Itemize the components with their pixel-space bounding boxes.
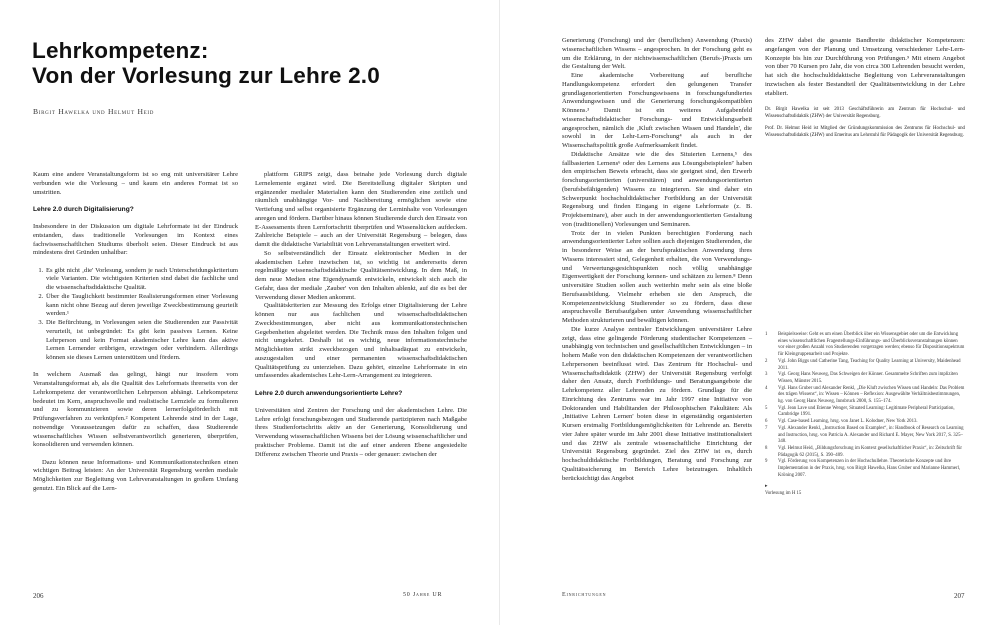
body-paragraph: Dazu können neue Informations- und Kommunikationstechniken einen wichtigen Beitrag leisten: An der Universität Regensburg werden mediale Möglichkeiten zur Begleitung von Lehrveranstaltungen in großem Umfang genutzt. Ein Blick auf die Lern- xyxy=(33,458,238,492)
footnote-number: 3 xyxy=(765,372,768,378)
left-column-2 xyxy=(255,171,467,468)
right-column-1 xyxy=(562,37,752,483)
footnote-number: 9 xyxy=(765,459,768,465)
footnote-number: 5 xyxy=(765,405,768,411)
page-number-left: 206 xyxy=(33,592,44,600)
intro-paragraph: Kaum eine andere Veranstaltungsform ist so eng mit universitärer Lehre verbunden wie die Vorlesung – und kaum ein anderes Format ist so umstritten. xyxy=(33,171,238,196)
section-heading-digitalisierung: Lehre 2.0 durch Digitalisierung? xyxy=(33,205,134,213)
running-title-left: 50 Jahre UR xyxy=(403,592,443,598)
body-paragraph: Die kurze Analyse zentraler Entwicklungen universitärer Lehre zeigt, dass eine gelingende Förderung studentischer Kompetenzen – unabhängig von technischen und gesellschaftlichen Entwicklungen – in hohem Maße von den didaktischen Kompetenzen der verantwortlichen Lehrpersonen beeinflusst wird. Das Zentrum für Hochschul- und Wissenschaftsdidaktik (ZHW) der Universität Regensburg verfolgt daher den Ansatz, durch Fortbildungs- und Beratungsangebote die Lehrkompetenz aller Lehrenden zu fördern. Grundlage für die Einrichtung des Zentrums war im Jahr 1997 eine Initiative von Doktoranden und Habilitanden der Philosophischen Fakultäten: Als ‚Initiative Lehren Lernen' boten diese in eigenständig organisierten Kursen erstmalig Fortbildungsmöglichkeiten für Lehrende an. Bereits vier Jahre später wurde im Jahr 2001 diese Initiative institutionalisiert und das ZHW als zentrale wissenschaftliche Einrichtung der Universität Regensburg gegründet. Ziel des ZHW ist es, durch hochschuldidaktische Fortbildungen, Beratung und Forschung zur Qualitätssicherung im Bereich Lehre beizutragen. Inhaltlich berücksichtigt das Angebot xyxy=(562,325,752,482)
numbered-list xyxy=(33,267,238,363)
footnote-number: 8 xyxy=(765,445,768,451)
author-bio: Dr. Birgit Hawelka ist seit 2013 Geschäftsführerin am Zentrum für Hochschul- und Wissenschaftsdidaktik (ZHW) der Universität Regensburg. xyxy=(765,106,965,119)
footnote xyxy=(765,446,965,459)
footnote xyxy=(765,372,965,385)
body-paragraph: Trotz der in vielen Punkten berechtigten Forderung nach anwendungsorientierter Lehre sollten auch diejenigen Studierenden, die in besonderer Weise an der berufspraktischen Anwendung ihres Wissens interessiert sind, Gelegenheit erhalten, die von Verwendungs- und Verwertungsgesichtspunkten noch völlig unabhängige Eigenwertigkeit der Forschung kennen- und schätzen zu lernen.⁸ Denn universitäre Studien sollen auch weiterhin mehr sein als eine bloße Berufsausbildung. Vielmehr erheben sie den Anspruch, die Kompetenzentwicklung Studierender so zu fördern, dass diese anspruchsvolle Berufsaufgaben unter Anwendung wissenschaftlicher Methoden strukturieren und bewältigen können. xyxy=(562,229,752,324)
footnote xyxy=(765,459,965,479)
photo-caption: Vorlesung im H 15 xyxy=(765,491,802,497)
footnote-text: Vgl. Förderung von Kompetenzen in der Hochschullehre. Theoretische Konzepte und ihre Implementation in der Praxis, hrsg. von Birgit Hawelka, Hans Gruber und Marianne Hammerl, Kröning 2007. xyxy=(778,459,961,478)
footnote-number: 6 xyxy=(765,419,768,425)
footnote-text: Vgl. Hans Gruber und Alexander Renkl, „Die Kluft zwischen Wissen und Handeln: Das Problem des trägen Wissens“, in: Wissen – Können – Reflexion: Ausgewählte Verhältnisbestimmungen, hg. von Georg Hans Neuweg, Innsbruck 2000, S. 155–174. xyxy=(778,385,965,405)
footnote xyxy=(765,419,965,426)
body-paragraph: Generierung (Forschung) und der (beruflichen) Anwendung (Praxis) wissenschaftlichen Wissens – angesprochen. In der Forschung geht es um die Erklärung, in der nichtwissenschaftlichen (Berufs-)Praxis um die Gestaltung der Welt. xyxy=(562,37,752,71)
body-paragraph: Insbesondere in der Diskussion um digitale Lehrformate ist der Eindruck entstanden, dass traditionelle Vorlesungen im Kontext eines fachwissenschaftlichen Studiums überholt seien. Dieser Eindruck ist aus mindestens drei Gründen unhaltbar: xyxy=(33,223,238,257)
body-paragraph: Universitäten sind Zentren der Forschung und der akademischen Lehre. Die Lehre erfolgt forschungsbezogen und Studierende partizipieren nach Maßgabe ihres Studienfortschritts aktiv an der Generierung, Konsolidierung und Verwendung wissenschaftlichen Wissens bei der Lösung wissenschaftlicher und praktischer Probleme. Damit ist die auf einer anderen Ebene angesiedelte Differenz zwischen Theorie und Praxis – oder genauer: zwischen der xyxy=(255,406,467,458)
body-paragraph: des ZHW dabei die gesamte Bandbreite didaktischer Kompetenzen: angefangen von der Planung und Umsetzung verschiedener Lehr-Lern-Konzepte bis hin zur Durchführung von Prüfungen.⁹ Mit einem Angebot von über 70 Kursen pro Jahr, die von circa 300 Lehrenden besucht werden, hat sich die hochschuldidaktische Begleitung von Lehrveranstaltungen inzwischen als fester Bestandteil der Qualitätsentwicklung in der Lehre etabliert. xyxy=(765,37,965,97)
body-paragraph: So selbstverständlich der Einsatz elektronischer Medien in der akademischen Lehre inzwischen ist, so wichtig ist andererseits deren regelmäßige wissenschaftsdidaktische Qualitätsentwicklung. In dem Maß, in dem neue Medien eine Eigendynamik entwickeln, entwickelt sich auch die Gefahr, dass der mediale ‚Zauber' von den Inhalten ablenkt, auf die es bei der Verwendung dieser Medien ankommt. xyxy=(255,249,467,301)
footnote xyxy=(765,426,965,446)
body-paragraph: In welchem Ausmaß das gelingt, hängt nur insofern vom Veranstaltungsformat ab, als die Qualität des Lehrformats ihrerseits von der Lehrkompetenz der verantwortlichen Lehrperson abhängt. Lehrkompetenz bedeutet im Kern, anspruchsvolle und realistische Lernziele zu formulieren und zu kommunizieren sowie deren lernerfolgsförderlich mit Prüfungsverfahren zu verknüpfen.² Kompetent Lehrende sind in der Lage, notwendige Voraussetzungen dafür zu schaffen, dass Studierende wissenschaftliches Wissen selbstverantwortlich generieren, überprüfen, konsolidieren und verwenden können. xyxy=(33,371,238,449)
list-item: 2. Über die Tauglichkeit bestimmter Realisierungsformen einer Vorlesung kann nicht ohne Bezug auf deren jeweilige Zweckbestimmung geurteilt werden.¹ xyxy=(45,293,238,319)
caption-arrow-icon: ▸ xyxy=(765,484,768,490)
body-paragraph: Didaktische Ansätze wie die des Situierten Lernens,⁵ des fallbasierten Lernens⁶ oder des Lernens aus Lösungsbeispielen⁷ haben den empirischen Beweis erbracht, dass sie geeignet sind, den Erwerb forschungsorientierten (universitären) und anwendungsorientierten (berufsbefähigenden) Wissens zu integrieren. Sie sind daher ein Schwerpunkt hochschuldidaktischer Fortbildung an der Universität Regensburg und finden Eingang in eigene Lehrformate (z. B. Projektseminare), aber auch in der anwendungsorientierten Gestaltung von (traditionellen) Vorlesungen und Seminaren. xyxy=(562,150,752,228)
footnotes xyxy=(765,332,965,498)
footnote-text: Vgl. Helmut Heid, „Bildungsforschung im Kontext gesellschaftlicher Praxis“, in: Zeitschrift für Pädagogik 62 (2015), S. 390–409. xyxy=(778,445,962,458)
author-bio: Prof. Dr. Helmut Heid ist Mitglied der Gründungskommission des Zentrums für Hochschul- und Wissenschaftsdidaktik (ZHW) und Emeritus am Lehrstuhl für Pädagogik der Universität Regensburg. xyxy=(765,126,965,139)
left-column-1 xyxy=(33,171,238,494)
authors-byline: Birgit Hawelka und Helmut Heid xyxy=(33,107,155,116)
footnote-text: Beispielsweise: Geht es um einen Überblick über ein Wissensgebiet oder um die Entwicklung eines wissenschaftlichen Fragestellungs-Einführungs- und Überblicksveranstaltungen können vor einer großen Anzahl von Studierenden vorgetragen werden; ebenso für Dispositionsspektrum für Kleingruppenarbeit und Projekte. xyxy=(778,332,965,358)
footnote-number: 1 xyxy=(765,332,768,337)
list-item: 1. Es gibt nicht ‚die' Vorlesung, sondern je nach Unterscheidungskriterium viele Varianten. Die wichtigsten Kriterien sind dabei die fachliche und die wissenschaftsdidaktische Qualität. xyxy=(45,267,238,293)
title-line-1: Lehrkompetenz: xyxy=(32,38,209,63)
footnote xyxy=(765,332,965,359)
page-number-right: 207 xyxy=(954,592,965,600)
footnote xyxy=(765,359,965,372)
section-heading-anwendung: Lehre 2.0 durch anwendungsorientierte Lehre? xyxy=(255,389,403,397)
footnote-number: 2 xyxy=(765,358,768,364)
article-title xyxy=(32,38,472,88)
running-title-right: Einrichtungen xyxy=(562,592,607,598)
footnote-text: Vgl. John Biggs und Catherine Tang, Teaching for Quality Learning at University, Maidenhead 2011. xyxy=(778,358,961,371)
list-item: 3. Die Befürchtung, in Vorlesungen seien die Studierenden zur Passivität verurteilt, ist unbegründet: Es gibt kein passives Lernen. Keine Lehrperson und kein Format akademischer Lehre kann das aktive Lernen Lernender erübrigen, erzwingen oder verhindern. Allerdings können sie dieses Lernen unterstützen und fördern. xyxy=(45,319,238,363)
footnote-text: Vgl. Jean Lave und Etienne Wenger, Situated Learning: Legitimate Peripheral Participation, Cambridge 1991. xyxy=(778,405,955,418)
footnote-text: Vgl. Case-based Learning, hrsg. von Janet L. Kolodner, New York 2013. xyxy=(778,419,918,425)
body-paragraph: Eine akademische Vorbereitung auf berufliche Handlungskompetenz erfordert den gelungenen Transfer grundlagenorientierten Forschungswissens in forschungsfundiertes Anwendungswissen und die Generierung forschungskompatiblen Könnens.³ Damit ist ein weiteres Aufgabenfeld wissenschaftsdidaktischer Forschungs- und Entwicklungsarbeit angesprochen, nämlich die ‚Kluft zwischen Wissen und Handeln', die sowohl in der Lehr-Lern-Forschung⁴ als auch in der Wissenschaftspolitik große Aufmerksamkeit findet. xyxy=(562,72,752,149)
author-bios xyxy=(765,107,965,140)
right-column-2 xyxy=(765,37,965,146)
footnote-number: 7 xyxy=(765,425,768,431)
footnote-text: Vgl. Alexander Renkl, „Instruction Based on Examples“, in: Handbook of Research on Learning and Instruction, hrsg. von Patricia A. Alexander und Richard E. Mayer, New York 2017, S. 325–348. xyxy=(778,425,964,445)
footnote-number: 4 xyxy=(765,385,768,391)
footnote-text: Vgl. Georg Hans Neuweg, Das Schweigen der Könner. Gesammelte Schriften zum impliziten Wissen, Münster 2015. xyxy=(778,372,958,384)
body-paragraph: plattform GRIPS zeigt, dass beinahe jede Vorlesung durch digitale Lernelemente ergänzt wird. Die Bereitstellung digitaler Skripten und ergänzender medialer Materialien kann den Studierenden eine zeitlich und räumlich unabhängige Vor- und Nachbereitung ermöglichen sowie eine Vertiefung und selbst organisierte Ergänzung der Lerninhalte von Vorlesungen anregen und fördern. Darüber hinaus können Studierende durch den Einsatz von E-Assessments ihren Lernfortschritt überprüfen und Wissenslücken aufdecken. Zahlreiche Beispiele – auch an der Universität Regensburg – belegen, dass damit die didaktische Variabilität von Lehrveranstaltungen erweitert wird. xyxy=(255,171,467,248)
body-paragraph: Qualitätskriterien zur Messung des Erfolgs einer Digitalisierung der Lehre können nur aus fachlichen und wissenschaftsdidaktischen Zweckbestimmungen, aber nicht aus kommunikationstechnischen Gegebenheiten abgeleitet werden. Die Technik muss den Inhalten folgen und nicht umgekehrt. Deshalb ist es wichtig, neue informationstechnische Möglichkeiten strikt zweckbezogen und inhaltsadäquat zu entwickeln, auszugestalten und einer permanenten wissenschaftsdidaktischen Qualitätsprüfung zu unterziehen. Dazu gehört, einzelne Lehrformate in ein umfassendes akademisches Lehr-Lern-Arrangement zu integrieren. xyxy=(255,302,467,380)
title-line-2: Von der Vorlesung zur Lehre 2.0 xyxy=(32,63,380,88)
footnote xyxy=(765,406,965,419)
footnote xyxy=(765,386,965,406)
